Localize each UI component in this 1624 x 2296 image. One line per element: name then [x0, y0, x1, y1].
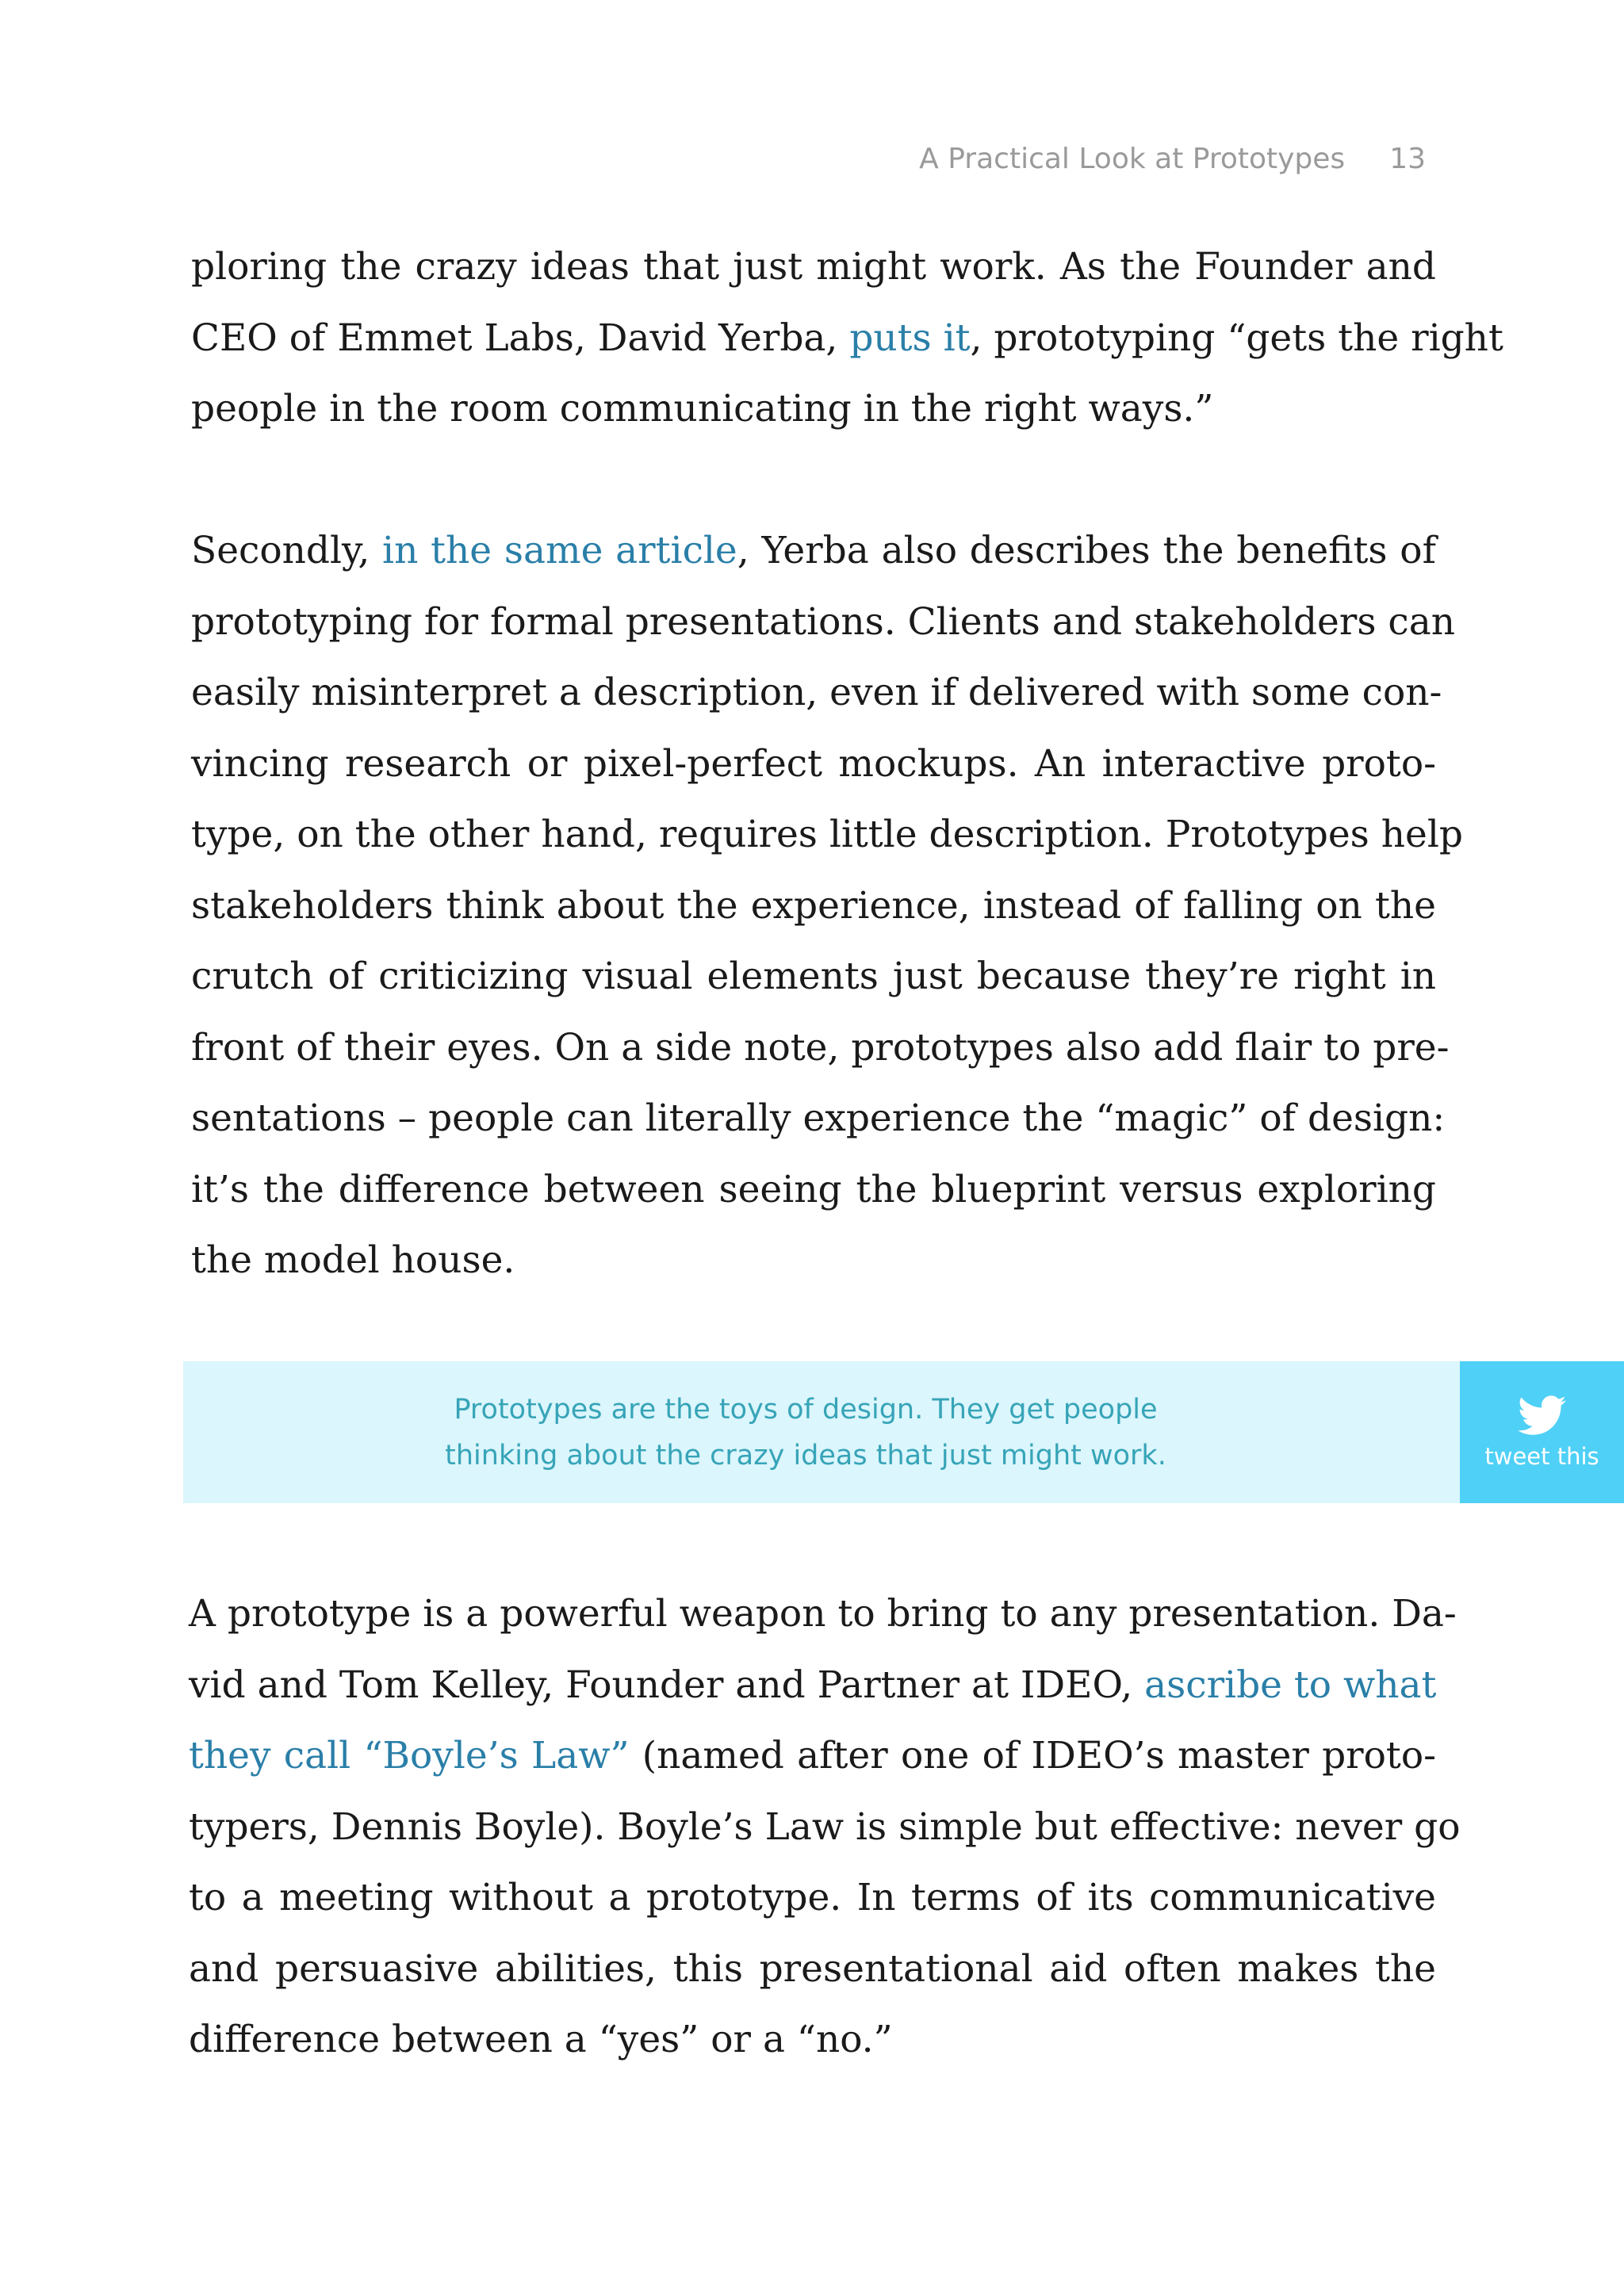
paragraph-line: CEO of Emmet Labs, David Yerba, puts it, prototyping “gets the right — [191, 316, 1503, 360]
paragraph-line: A prototype is a powerful weapon to bring to any presentation. Da- — [189, 1592, 1457, 1636]
puts-it-link[interactable]: puts it — [849, 316, 971, 360]
paragraph-line: vincing research or pixel-perfect mockups. An interactive proto- — [191, 741, 1436, 786]
paragraph-line: vid and Tom Kelley, Founder and Partner at IDEO, ascribe to what — [189, 1663, 1437, 1707]
paragraph-line: they call “Boyle’s Law” (named after one of IDEO’s master proto- — [189, 1734, 1436, 1777]
tweet-this-button[interactable] — [1460, 1361, 1624, 1503]
page-number: 13 — [1389, 143, 1426, 175]
boyles-law-link[interactable]: they call “Boyle’s Law” — [189, 1734, 630, 1777]
paragraph-line: to a meeting without a prototype. In terms of its communicative — [189, 1876, 1436, 1919]
pull-quote — [183, 1361, 1460, 1503]
body-paragraph-1 — [191, 232, 1503, 445]
paragraph-line: crutch of criticizing visual elements just because they’re right in — [191, 955, 1436, 998]
paragraph-line: it’s the difference between seeing the blueprint versus exploring — [191, 1167, 1436, 1211]
paragraph-line: and persuasive abilities, this presentational aid often makes the — [189, 1946, 1436, 1991]
paragraph-line: easily misinterpret a description, even if delivered with some con- — [191, 671, 1442, 714]
tweet-this-label[interactable]: tweet this — [1484, 1442, 1599, 1470]
paragraph-line: the model house. — [191, 1238, 515, 1282]
same-article-link[interactable]: in the same article — [382, 529, 737, 572]
paragraph-line: Secondly, in the same article, Yerba also describes the benefits of — [191, 529, 1436, 572]
paragraph-line: typers, Dennis Boyle). Boyle’s Law is simple but effective: never go — [189, 1804, 1461, 1849]
running-header — [919, 143, 1426, 175]
paragraph-line: difference between a “yes” or a “no.” — [189, 2018, 893, 2061]
paragraph-line: sentations – people can literally experience the “magic” of design: — [191, 1096, 1446, 1140]
twitter-bird-icon — [1518, 1395, 1567, 1437]
boyles-law-link[interactable]: ascribe to what — [1144, 1663, 1437, 1707]
pull-quote-line: thinking about the crazy ideas that just might work. — [445, 1439, 1166, 1471]
body-paragraph-2 — [191, 515, 1463, 1296]
paragraph-line: front of their eyes. On a side note, prototypes also add flair to pre- — [191, 1025, 1450, 1070]
paragraph-line: stakeholders think about the experience, instead of falling on the — [191, 883, 1436, 928]
pull-quote-text — [445, 1387, 1166, 1479]
paragraph-line: people in the room communicating in the right ways.” — [191, 387, 1214, 430]
paragraph-line: type, on the other hand, requires little description. Prototypes help — [191, 813, 1463, 856]
chapter-title: A Practical Look at Prototypes — [919, 143, 1346, 175]
body-paragraph-3 — [189, 1578, 1461, 2076]
pull-quote-line: Prototypes are the toys of design. They get people — [454, 1393, 1158, 1425]
paragraph-line: prototyping for formal presentations. Clients and stakeholders can — [191, 599, 1456, 644]
paragraph-line: ploring the crazy ideas that just might work. As the Founder and — [191, 245, 1436, 289]
